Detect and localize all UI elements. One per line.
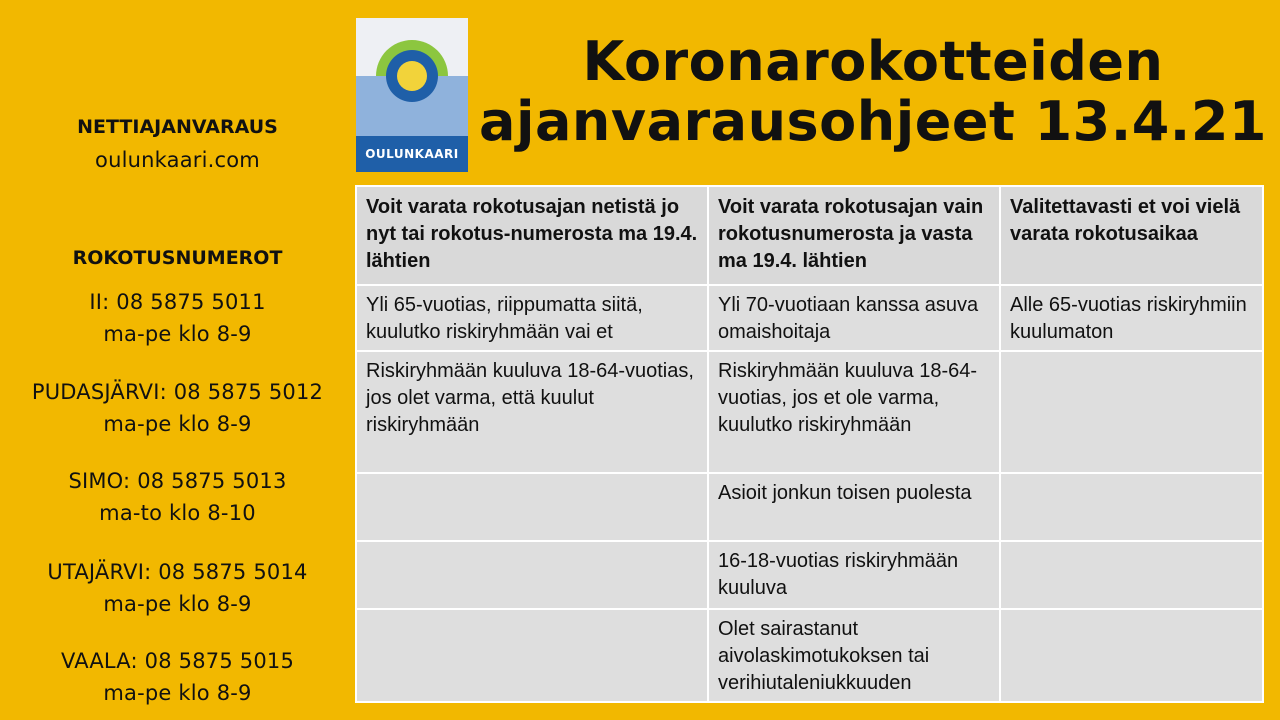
phone-entry-utajarvi: UTAJÄRVI: 08 5875 5014 <box>47 560 308 584</box>
table-row <box>356 285 1263 351</box>
page-title <box>478 32 1268 152</box>
numbers-heading: ROKOTUSNUMEROT <box>72 247 283 269</box>
table-cell <box>1000 473 1263 541</box>
header-book-online: Voit varata rokotusajan netistä jo nyt tai rokotus-numerosta ma 19.4. lähtien <box>356 186 708 285</box>
logo-label: OULUNKAARI <box>356 136 468 172</box>
booking-rules-table <box>355 185 1264 703</box>
sun-horizon-icon <box>356 18 468 136</box>
table-cell: Yli 70-vuotiaan kanssa asuva omaishoitaja <box>708 285 1000 351</box>
table-cell: Riskiryhmään kuuluva 18-64-vuotias, jos olet varma, että kuulut riskiryhmään <box>356 351 708 473</box>
table-row <box>356 541 1263 609</box>
phone-entry-simo: SIMO: 08 5875 5013 <box>68 469 287 493</box>
table-row <box>356 473 1263 541</box>
table-cell: Olet sairastanut aivolaskimotukoksen tai verihiutaleniukkuuden <box>708 609 1000 702</box>
hours-entry-utajarvi: ma-pe klo 8-9 <box>103 592 252 616</box>
table-cell <box>356 609 708 702</box>
header-book-by-phone: Voit varata rokotusajan vain rokotusnumerosta ja vasta ma 19.4. lähtien <box>708 186 1000 285</box>
phone-entry-ii: II: 08 5875 5011 <box>89 290 266 314</box>
table-cell <box>356 541 708 609</box>
table-cell <box>1000 541 1263 609</box>
table-cell: Riskiryhmään kuuluva 18-64-vuotias, jos et ole varma, kuulutko riskiryhmään <box>708 351 1000 473</box>
oulunkaari-logo <box>356 18 468 172</box>
hours-entry-pudasjarvi: ma-pe klo 8-9 <box>103 412 252 436</box>
booking-site-link[interactable]: oulunkaari.com <box>95 148 260 172</box>
phone-entry-vaala: VAALA: 08 5875 5015 <box>60 649 295 673</box>
hours-entry-ii: ma-pe klo 8-9 <box>103 322 252 346</box>
hours-entry-vaala: ma-pe klo 8-9 <box>103 681 252 705</box>
table-cell: Yli 65-vuotias, riippumatta siitä, kuulutko riskiryhmään vai et <box>356 285 708 351</box>
table-cell <box>1000 609 1263 702</box>
table-cell <box>356 473 708 541</box>
title-line-1: Koronarokotteiden <box>582 30 1164 93</box>
table-row <box>356 609 1263 702</box>
table-row <box>356 351 1263 473</box>
table-cell: Alle 65-vuotias riskiryhmiin kuulumaton <box>1000 285 1263 351</box>
table-cell <box>1000 351 1263 473</box>
table-cell: Asioit jonkun toisen puolesta <box>708 473 1000 541</box>
hours-entry-simo: ma-to klo 8-10 <box>99 501 256 525</box>
title-line-2: ajanvarausohjeet 13.4.21 <box>479 90 1267 153</box>
phone-entry-pudasjarvi: PUDASJÄRVI: 08 5875 5012 <box>31 380 324 404</box>
header-cannot-book: Valitettavasti et voi vielä varata rokotusaikaa <box>1000 186 1263 285</box>
booking-heading: NETTIAJANVARAUS <box>77 116 278 138</box>
sidebar <box>0 0 355 720</box>
table-header-row <box>356 186 1263 285</box>
table-cell: 16-18-vuotias riskiryhmään kuuluva <box>708 541 1000 609</box>
